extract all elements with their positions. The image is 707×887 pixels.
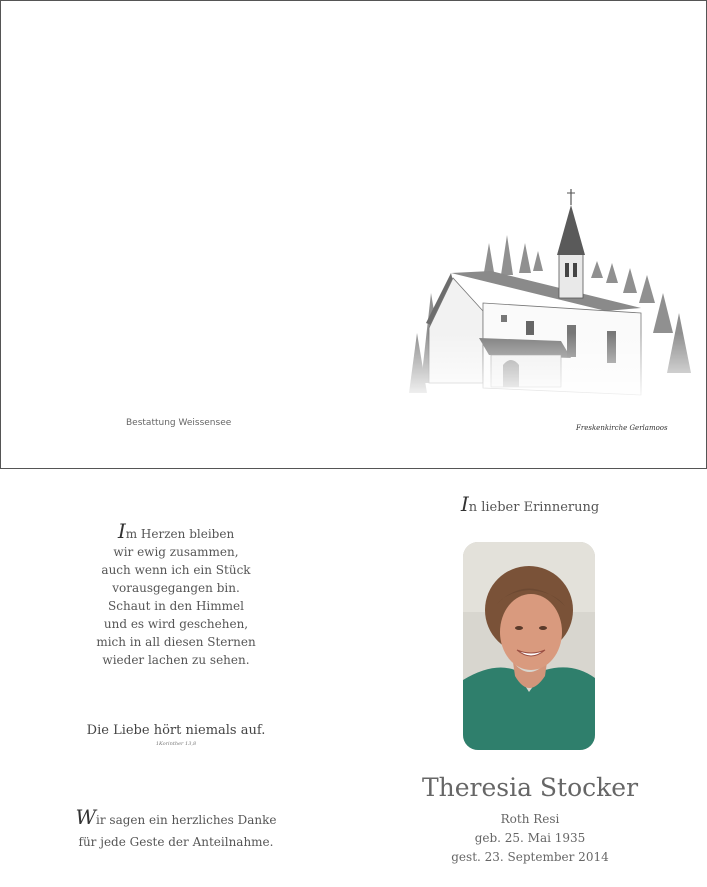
poem [60, 519, 292, 669]
poem-line: vorausgegangen bin. [112, 581, 240, 595]
poem-first-rest: m Herzen bleiben [125, 527, 235, 541]
life-details [410, 810, 650, 867]
church-drawing [401, 183, 701, 403]
poem-line: Schaut in den Himmel [108, 599, 244, 613]
thanks-second-line: für jede Geste der Anteilnahme. [78, 835, 274, 849]
poem-line: auch wenn ich ein Stück [101, 563, 251, 577]
poem-line: wir ewig zusammen, [113, 545, 239, 559]
memory-heading [430, 492, 630, 516]
church-caption: Freskenkirche Gerlamoos [576, 424, 668, 432]
portrait-photo [463, 542, 595, 750]
memory-initial: I [460, 492, 469, 516]
bible-verse: Die Liebe hört niemals auf. [86, 723, 266, 738]
birth-date: geb. 25. Mai 1935 [474, 831, 586, 845]
thanks-first-rest: ir sagen ein herzliches Danke [96, 813, 277, 827]
death-date: gest. 23. September 2014 [451, 850, 609, 864]
poem-line: mich in all diesen Sternen [96, 635, 256, 649]
thanks-initial: W [75, 805, 97, 829]
poem-first-line [60, 519, 292, 543]
poem-initial: I [117, 519, 126, 543]
funeral-home-name: Bestattung Weissensee [126, 418, 232, 428]
nickname: Roth Resi [500, 812, 560, 826]
portrait-illustration [463, 542, 595, 750]
thanks-first-line [60, 806, 292, 831]
poem-line: wieder lachen zu sehen. [102, 653, 250, 667]
memory-rest: n lieber Erinnerung [468, 500, 600, 515]
poem-line: und es wird geschehen, [103, 617, 249, 631]
thanks-note [60, 806, 292, 853]
bible-verse-reference: 1Korinther 13,8 [155, 741, 197, 747]
deceased-name: Theresia Stocker [421, 773, 639, 802]
